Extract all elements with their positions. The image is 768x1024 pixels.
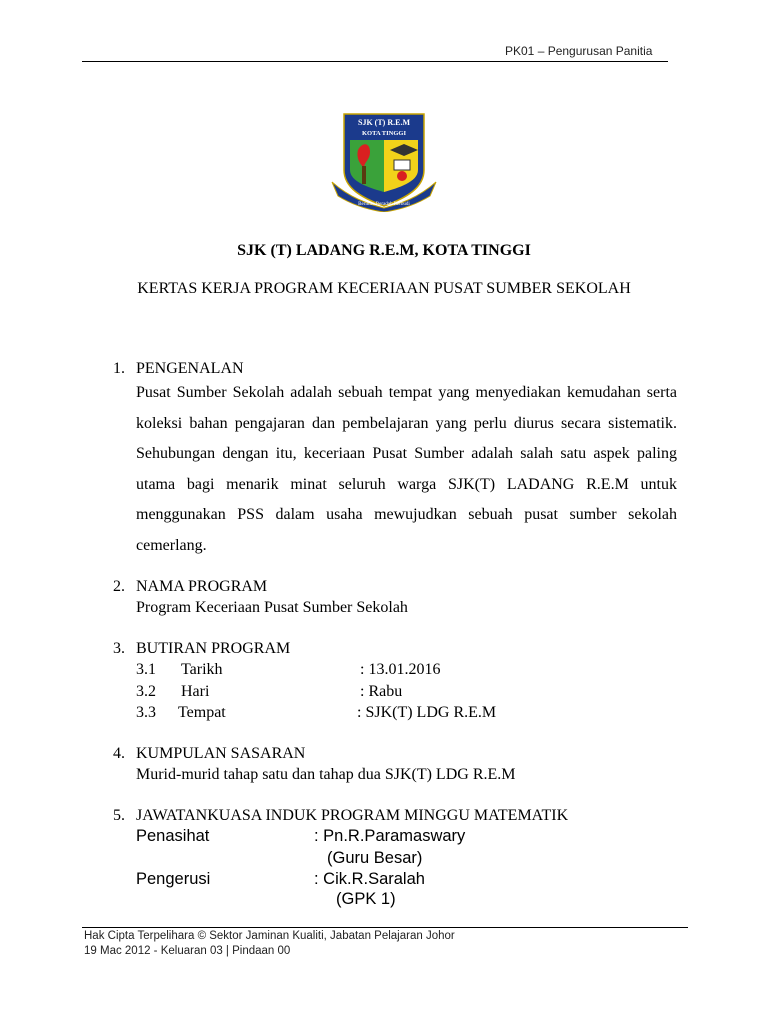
section-1-paragraph: Pusat Sumber Sekolah adalah sebuah tempat yang menyediakan kemudahan serta koleksi bahan pengajaran dan pembelajaran yang perlu diurus secara sistematik. Sehubungan dengan itu, keceriaan Pusat Sumber adalah salah satu aspek paling utama bagi menarik minat seluruh warga SJK(T) LADANG R.E.M untuk menggunakan PSS dalam usaha mewujudkan sebuah pusat sumber sekolah cemerlang. [136, 384, 677, 554]
school-crest-logo [330, 112, 438, 212]
detail-label: Tempat [178, 704, 226, 721]
detail-number: 3.1 [136, 661, 156, 678]
document-code: PK01 – Pengurusan Panitia [505, 44, 653, 58]
section-2-heading: 2. NAMA PROGRAM [113, 578, 268, 595]
detail-label: Hari [181, 683, 210, 700]
committee-note: (GPK 1) [336, 890, 396, 908]
detail-number: 3.3 [136, 704, 156, 721]
detail-value: : Rabu [360, 683, 403, 700]
committee-name: : Pn.R.Paramaswary [314, 827, 466, 845]
svg-text:Berilmu Beradab Berbudi: Berilmu Beradab Berbudi [358, 202, 410, 207]
svg-text:SJK (T) R.E.M: SJK (T) R.E.M [358, 118, 410, 127]
school-name-title: SJK (T) LADANG R.E.M, KOTA TINGGI [237, 242, 531, 259]
committee-role: Penasihat [136, 827, 210, 845]
committee-note: (Guru Besar) [327, 849, 423, 867]
detail-value: : 13.01.2016 [360, 661, 441, 678]
section-4-text: Murid-murid tahap satu dan tahap dua SJK(T) LDG R.E.M [136, 766, 516, 783]
section-5-heading: 5. JAWATANKUASA INDUK PROGRAM MINGGU MATEMATIK [113, 807, 569, 824]
footer-rule [82, 927, 688, 928]
svg-text:KOTA TINGGI: KOTA TINGGI [361, 130, 407, 137]
footer-copyright: Hak Cipta Terpelihara © Sektor Jaminan Kualiti, Jabatan Pelajaran Johor [84, 930, 455, 942]
section-3-heading: 3. BUTIRAN PROGRAM [113, 640, 291, 657]
committee-role: Pengerusi [136, 870, 211, 888]
section-2-text: Program Keceriaan Pusat Sumber Sekolah [136, 599, 408, 616]
footer-edition: 19 Mac 2012 - Keluaran 03 | Pindaan 00 [84, 945, 291, 957]
detail-label: Tarikh [181, 661, 223, 678]
detail-value: : SJK(T) LDG R.E.M [357, 704, 497, 721]
detail-number: 3.2 [136, 683, 156, 700]
committee-name: : Cik.R.Saralah [314, 870, 425, 888]
paper-title: KERTAS KERJA PROGRAM KECERIAAN PUSAT SUMBER SEKOLAH [137, 280, 631, 297]
section-4-heading: 4. KUMPULAN SASARAN [113, 745, 306, 762]
header-rule [82, 61, 668, 62]
section-1-heading: 1. PENGENALAN [113, 360, 244, 377]
